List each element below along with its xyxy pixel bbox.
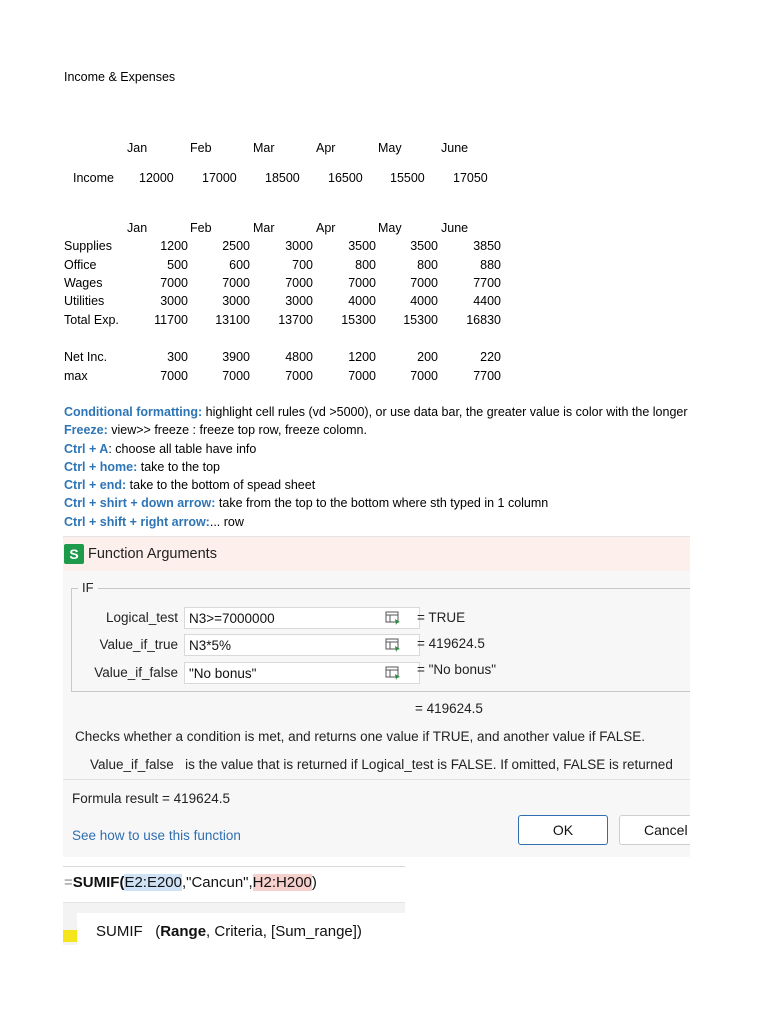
tooltip-open-paren: (: [155, 923, 161, 940]
table-cell: 220: [480, 350, 501, 364]
note-line: [64, 440, 688, 458]
range-picker-icon[interactable]: [385, 666, 401, 680]
logical-test-eval: = TRUE: [417, 610, 466, 625]
value-if-false-eval: = "No bonus": [417, 662, 497, 677]
range-picker-icon[interactable]: [385, 638, 401, 652]
value-if-true-eval: = 419624.5: [417, 636, 485, 651]
formula-function: SUMIF: [72, 874, 120, 891]
table-cell: 800: [355, 258, 376, 272]
note-line: [64, 458, 688, 476]
table-cell: 15500: [390, 171, 425, 185]
month-header: June: [441, 221, 469, 235]
note-key: Freeze:: [64, 423, 108, 438]
table-cell: 3000: [222, 294, 250, 308]
month-header: June: [441, 141, 469, 155]
note-line: [64, 513, 688, 531]
row-label: Utilities: [64, 294, 105, 308]
argument-help: [90, 757, 673, 772]
table-cell: 7700: [473, 276, 501, 290]
formula-close-paren: ): [311, 874, 317, 891]
table-cell: 3000: [285, 294, 313, 308]
table-cell: 7000: [410, 369, 438, 383]
table-cell: 7000: [160, 369, 188, 383]
formula-open-paren: (: [119, 874, 125, 891]
table-cell: 3000: [160, 294, 188, 308]
value-if-true-input[interactable]: N3*5%: [184, 634, 420, 656]
row-label: Wages: [64, 276, 103, 290]
formula-criteria: ,"Cancun",: [181, 874, 253, 891]
row-label: Office: [64, 258, 97, 272]
table-cell: 17000: [202, 171, 237, 185]
function-name-label: IF: [78, 580, 98, 595]
table-cell: 11700: [154, 313, 188, 327]
table-cell: 4000: [410, 294, 438, 308]
month-header: Apr: [316, 221, 336, 235]
tooltip-current-arg: Range: [160, 923, 207, 940]
note-key: Conditional formatting:: [64, 405, 203, 419]
table-cell: 2500: [222, 239, 250, 253]
range-picker-icon[interactable]: [385, 611, 401, 625]
notes-list: [64, 403, 688, 531]
table-cell: 3500: [410, 239, 438, 253]
row-label: Supplies: [64, 239, 112, 253]
formula-result: Formula result = 419624.5: [72, 791, 230, 806]
function-tooltip: [63, 902, 405, 945]
table-cell: 880: [480, 258, 501, 272]
note-line: [64, 421, 688, 439]
value-if-false-input[interactable]: "No bonus": [184, 662, 420, 684]
note-text: take from the top to the bottom where sth typed in 1 column: [215, 496, 549, 511]
table-cell: 13700: [278, 313, 313, 327]
month-header: May: [378, 141, 402, 155]
table-cell: 15300: [403, 313, 438, 327]
month-header: Mar: [253, 141, 275, 155]
argument-help-text: is the value that is returned if Logical_test is FALSE. If omitted, FALSE is returned: [185, 757, 673, 772]
table-cell: 13100: [215, 313, 250, 327]
month-header: Mar: [253, 221, 275, 235]
table-cell: 3000: [285, 239, 313, 253]
formula-sum-range-reference: H2:H200: [252, 874, 312, 891]
cancel-button[interactable]: Cancel: [619, 815, 690, 845]
note-key: Ctrl + end:: [64, 478, 127, 493]
note-key: Ctrl + shirt + down arrow:: [64, 496, 216, 511]
argument-help-name: Value_if_false: [90, 757, 174, 772]
row-label: max: [64, 369, 88, 383]
month-header: May: [378, 221, 402, 235]
formula-text[interactable]: [64, 874, 317, 891]
month-header: Jan: [127, 221, 148, 235]
function-result-eval: = 419624.5: [415, 701, 483, 716]
table-cell: 7000: [348, 276, 376, 290]
month-header: Apr: [316, 141, 336, 155]
table-cell: 7000: [222, 276, 250, 290]
table-cell: 1200: [160, 239, 188, 253]
table-cell: 4800: [285, 350, 313, 364]
table-cell: 500: [167, 258, 188, 272]
help-link[interactable]: See how to use this function: [72, 828, 241, 843]
table-cell: 12000: [139, 171, 174, 185]
table-cell: 3500: [348, 239, 376, 253]
table-cell: 3900: [222, 350, 250, 364]
table-cell: 7000: [222, 369, 250, 383]
note-line: [64, 476, 688, 494]
table-cell: 4400: [473, 294, 501, 308]
note-key: Ctrl + A: [64, 441, 109, 456]
dialog-title: Function Arguments: [88, 546, 217, 562]
table-cell: 7000: [410, 276, 438, 290]
tooltip-marker-icon: [63, 930, 77, 942]
note-line: [64, 494, 688, 512]
table-cell: 7700: [473, 369, 501, 383]
note-text: view>> freeze : freeze top row, freeze colomn.: [107, 423, 367, 438]
month-header: Jan: [127, 141, 148, 155]
note-line: [64, 403, 688, 421]
table-cell: 3850: [473, 239, 501, 253]
function-description: Checks whether a condition is met, and returns one value if TRUE, and another value if FALSE.: [75, 729, 646, 744]
dialog-divider: [63, 779, 690, 780]
table-cell: 700: [292, 258, 313, 272]
note-text: highlight cell rules (vd >5000), or use data bar, the greater value is color with the longer: [202, 405, 688, 419]
note-key: Ctrl + shift + right arrow:: [64, 514, 210, 529]
table-cell: 1200: [348, 350, 376, 364]
table-cell: 200: [417, 350, 438, 364]
table-cell: 18500: [265, 171, 300, 185]
row-label: Net Inc.: [64, 350, 108, 364]
note-text: : choose all table have info: [108, 441, 257, 456]
table-cell: 600: [229, 258, 250, 272]
formula-equals: =: [64, 874, 73, 891]
table-cell: 15300: [341, 313, 376, 327]
formula-bar-border: [63, 866, 405, 867]
arg-label-logical-test: Logical_test: [105, 610, 178, 625]
note-text: ... row: [209, 514, 244, 529]
formula-range-reference: E2:E200: [124, 874, 182, 891]
table-cell: 800: [417, 258, 438, 272]
table-cell: 17050: [453, 171, 488, 185]
document-title: Income & Expenses: [64, 70, 176, 84]
dialog-titlebar: [63, 537, 690, 571]
table-cell: 16500: [328, 171, 363, 185]
table-cell: 300: [167, 350, 188, 364]
tooltip-function: SUMIF: [96, 923, 143, 940]
month-header: Feb: [190, 141, 212, 155]
note-text: take to the bottom of spead sheet: [126, 478, 316, 493]
arg-label-value-if-false: Value_if_false: [94, 665, 178, 680]
note-key: Ctrl + home:: [64, 459, 138, 474]
tooltip-other-args: , Criteria, [Sum_range]): [206, 923, 362, 940]
table-cell: 4000: [348, 294, 376, 308]
table-cell: 16830: [466, 313, 501, 327]
note-text: take to the top: [137, 459, 220, 474]
table-cell: 7000: [285, 369, 313, 383]
app-logo-icon: S: [64, 544, 84, 564]
arg-label-value-if-true: Value_if_true: [99, 637, 178, 652]
table-cell: 7000: [160, 276, 188, 290]
tooltip-signature: [96, 923, 362, 940]
row-label: Income: [73, 171, 114, 185]
logical-test-input[interactable]: N3>=7000000: [184, 607, 420, 629]
table-cell: 7000: [285, 276, 313, 290]
ok-button[interactable]: OK: [518, 815, 608, 845]
row-label: Total Exp.: [64, 313, 119, 327]
table-cell: 7000: [348, 369, 376, 383]
month-header: Feb: [190, 221, 212, 235]
function-arguments-dialog: [63, 536, 690, 857]
